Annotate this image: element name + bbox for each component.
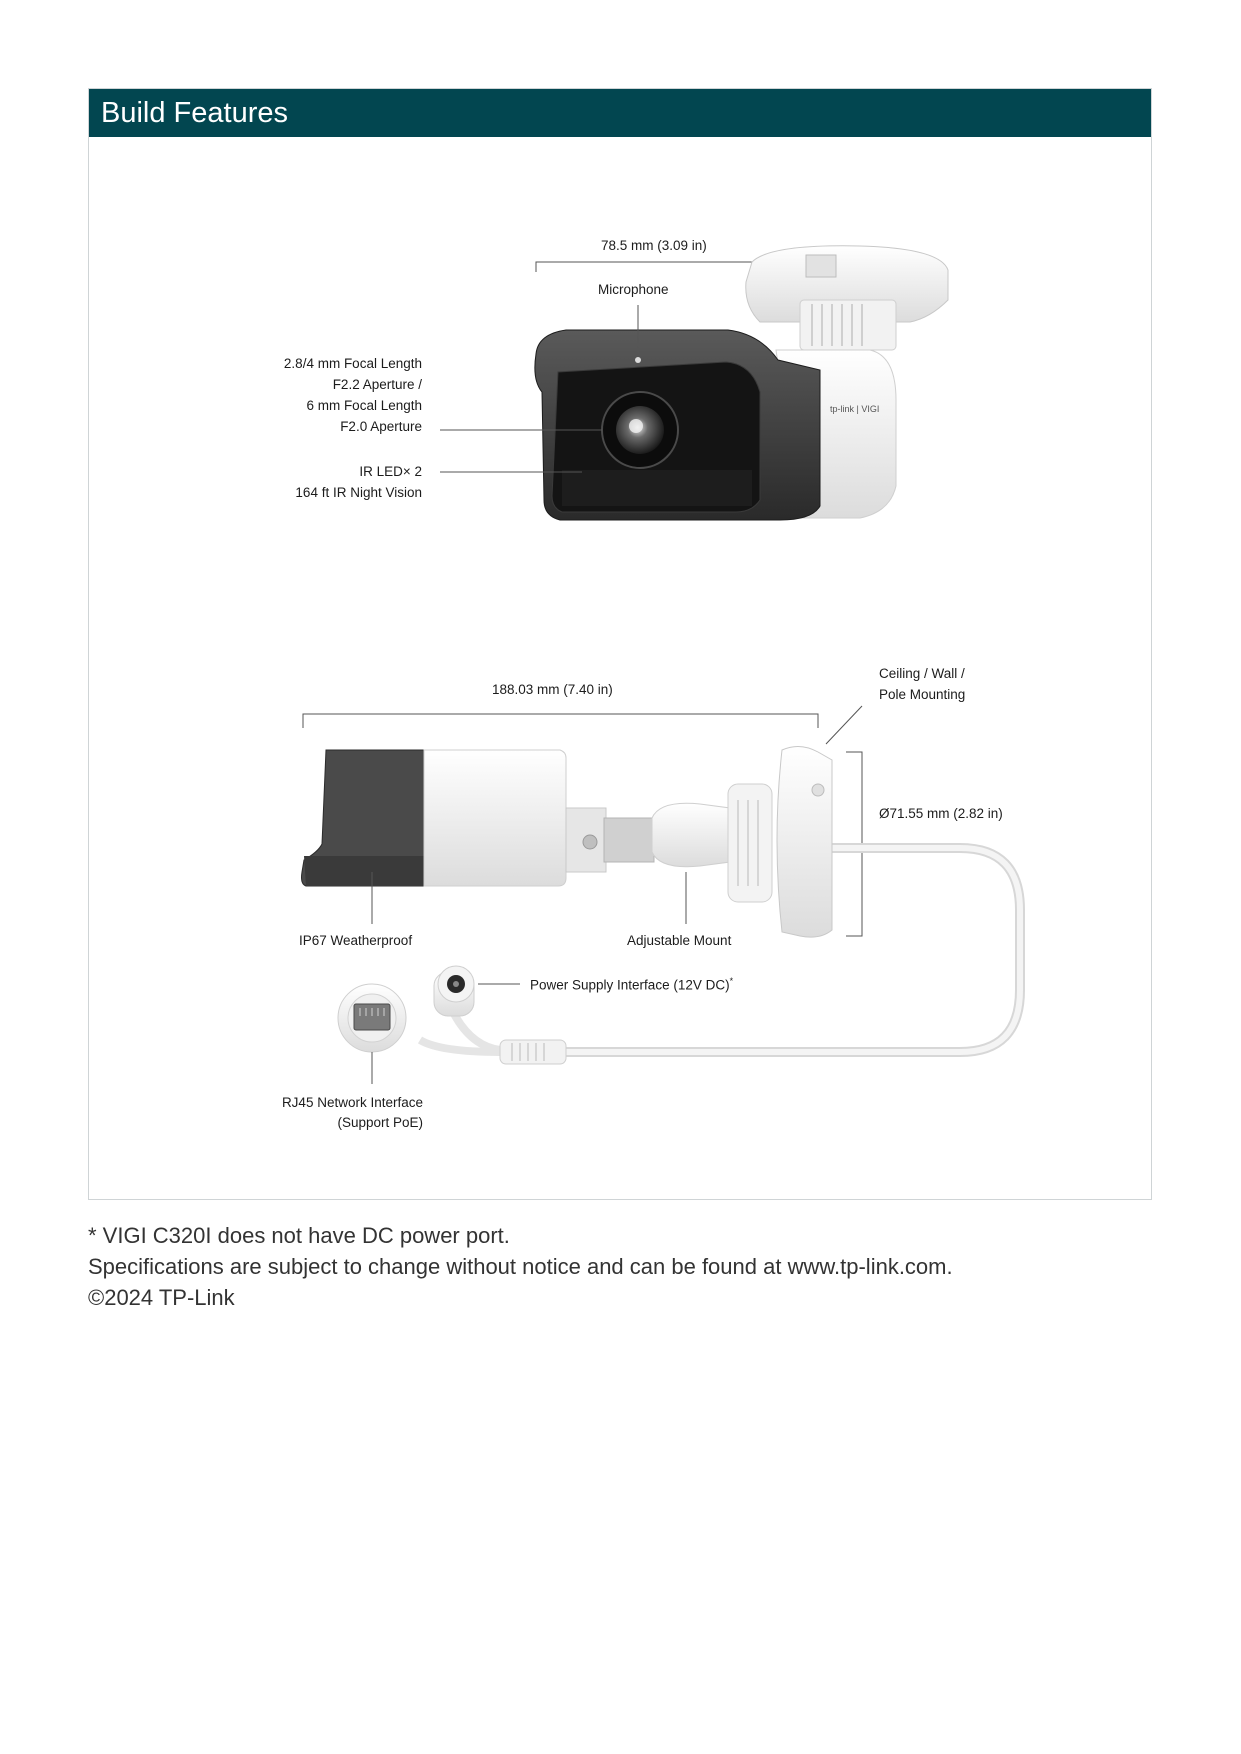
footer-notes (88, 1220, 1188, 1313)
lens-label-line1: 2.8/4 mm Focal Length (283, 356, 422, 371)
diameter-dimension: Ø71.55 mm (2.82 in) (879, 806, 1003, 821)
microphone-label: Microphone (598, 282, 669, 297)
footnote-specifications: Specifications are subject to change without notice and can be found at www.tp-link.com. (88, 1254, 953, 1279)
lens-label-line4: F2.0 Aperture (340, 419, 422, 434)
footnote-copyright: ©2024 TP-Link (88, 1285, 235, 1310)
cable-junction (500, 1040, 566, 1064)
rj45-label-line1: RJ45 Network Interface (281, 1095, 423, 1110)
adjustable-mount-label: Adjustable Mount (627, 933, 732, 948)
front-width-bracket (536, 262, 758, 272)
power-interface-mark: * (729, 976, 734, 986)
mounting-leader (826, 706, 862, 744)
section-title: Build Features (101, 97, 288, 129)
power-interface-label (530, 971, 733, 996)
side-camera-image (302, 706, 1021, 1084)
mounting-label-line2: Pole Mounting (879, 687, 966, 702)
ir-label-line2: 164 ft IR Night Vision (295, 485, 422, 500)
lens-label-line2: F2.2 Aperture / (332, 377, 422, 392)
power-interface-text: Power Supply Interface (12V DC) (530, 977, 730, 993)
side-length-dimension: 188.03 mm (7.40 in) (492, 682, 613, 697)
footnote-dc-port: * VIGI C320I does not have DC power port. (88, 1223, 510, 1248)
mounting-label-line1: Ceiling / Wall / (879, 666, 965, 681)
lens-label-line3: 6 mm Focal Length (306, 398, 422, 413)
dc-power-connector (434, 966, 500, 1050)
ir-label-line1: IR LED× 2 (359, 464, 422, 479)
side-length-bracket (303, 714, 818, 728)
weatherproof-label: IP67 Weatherproof (299, 933, 413, 948)
rj45-label-line2: (Support PoE) (337, 1115, 423, 1130)
brand-logo: tp-link | VIGI (830, 404, 880, 414)
front-width-dimension: 78.5 mm (3.09 in) (601, 238, 707, 253)
front-camera-image (440, 246, 948, 520)
